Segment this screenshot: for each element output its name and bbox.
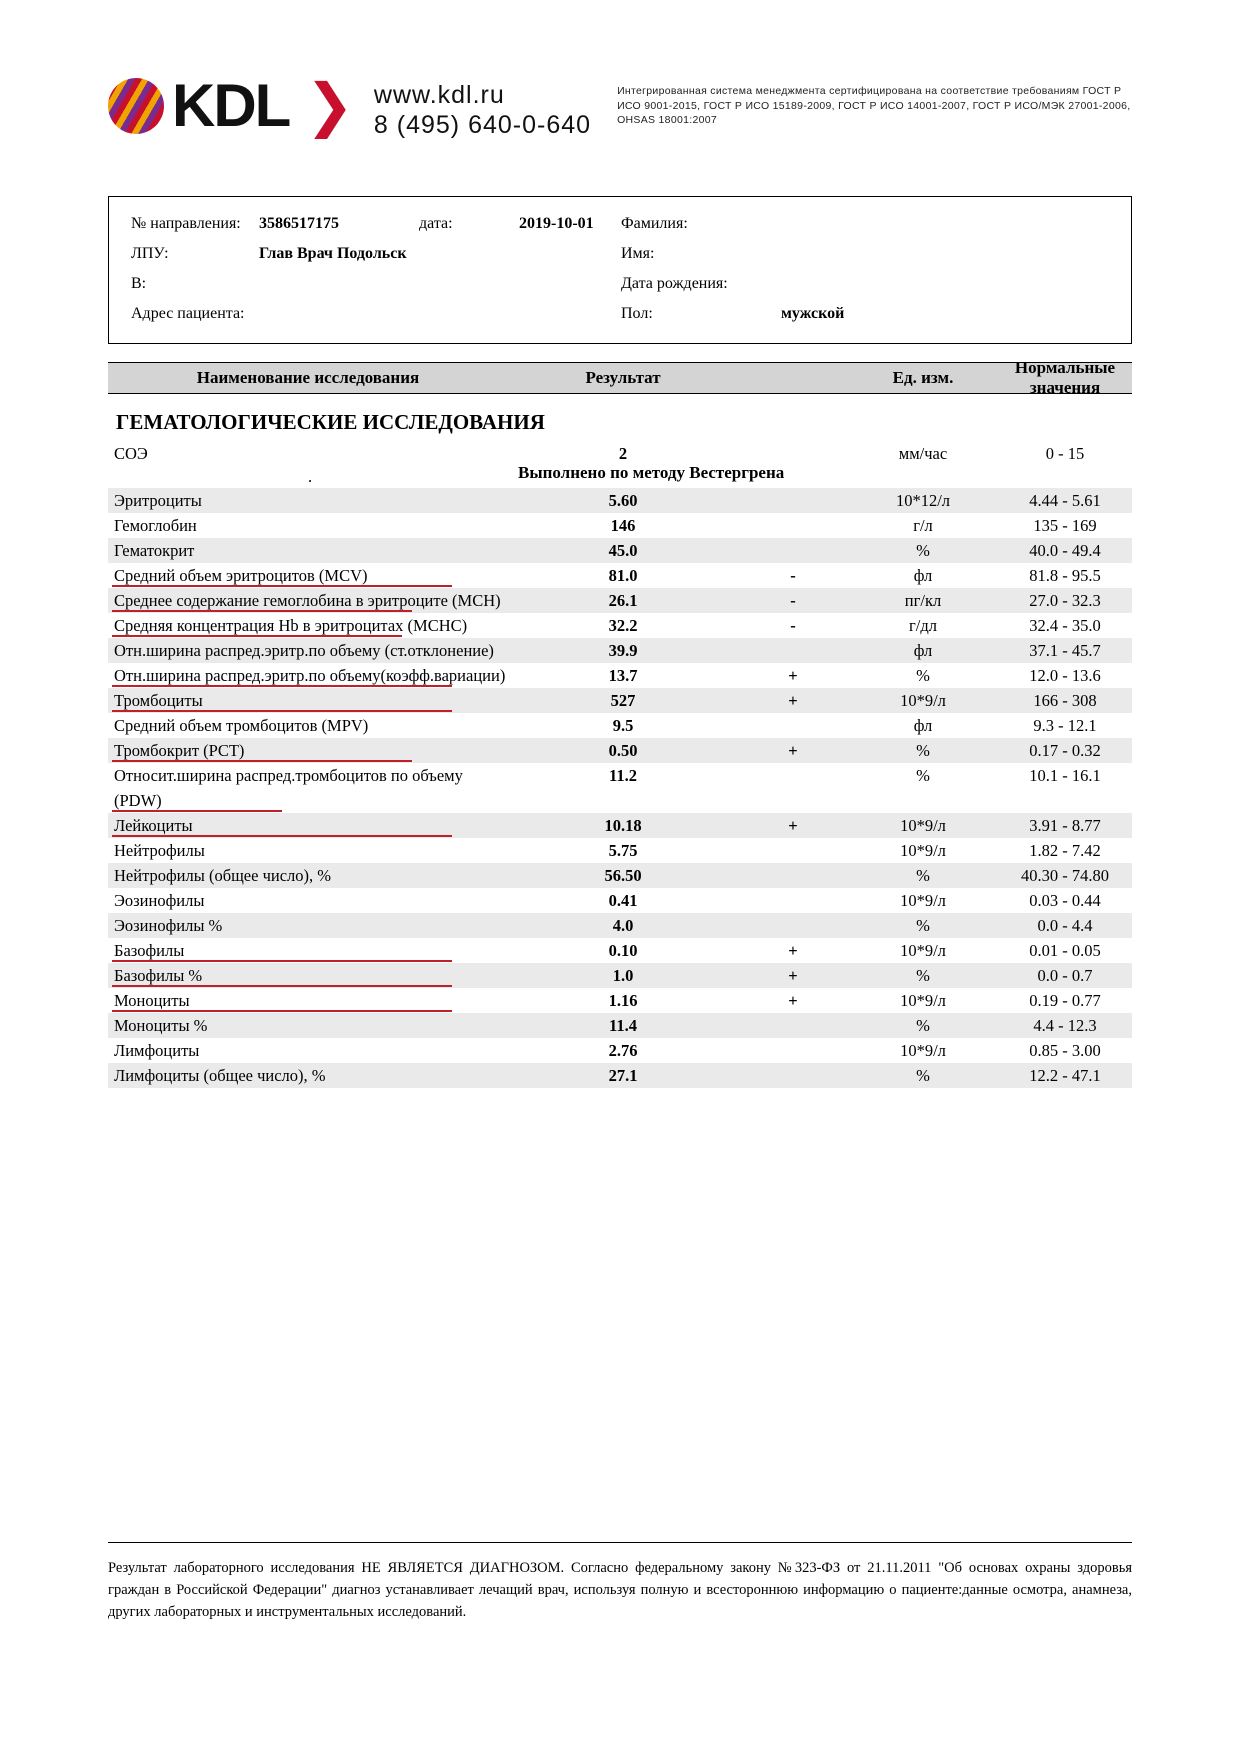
test-flag: + [788, 991, 798, 1010]
patient-row [131, 209, 1109, 239]
test-name: Средняя концентрация Hb в эритроцитах (MCHC) [108, 613, 508, 638]
address-value [259, 299, 599, 329]
test-name: Относит.ширина распред.тромбоцитов по объему (PDW) [108, 763, 508, 813]
test-unit: 10*9/л [900, 841, 946, 860]
test-unit: % [916, 541, 930, 560]
table-row [108, 1063, 1132, 1088]
test-reference-range: 0 - 15 [1045, 444, 1085, 463]
test-name: СОЭ [114, 444, 148, 463]
firstname-label: Имя: [621, 245, 655, 262]
test-reference-range: 81.8 - 95.5 [1029, 566, 1101, 585]
test-result: 27.1 [608, 1066, 638, 1085]
test-unit: фл [913, 716, 933, 735]
test-result: 45.0 [608, 541, 638, 560]
results-table-header [108, 358, 1132, 397]
patient-info-box [108, 196, 1132, 344]
test-reference-range: 32.4 - 35.0 [1029, 616, 1101, 635]
table-row [108, 738, 1132, 763]
table-row [108, 538, 1132, 563]
column-header-name: Наименование исследования [196, 368, 420, 387]
test-name: Отн.ширина распред.эритр.по объему(коэфф.вариации) [108, 663, 508, 688]
table-row [108, 813, 1132, 838]
test-name: Нейтрофилы [114, 841, 205, 860]
table-row [108, 613, 1132, 638]
test-unit: % [916, 916, 930, 935]
test-unit: % [916, 966, 930, 985]
referral-value: 3586517175 [259, 215, 339, 232]
test-result: 11.2 [609, 766, 637, 785]
test-result: 2.76 [608, 1041, 638, 1060]
test-unit: % [916, 666, 930, 685]
test-unit: 10*9/л [900, 891, 946, 910]
test-unit: фл [913, 641, 933, 660]
test-reference-range: 0.19 - 0.77 [1029, 991, 1101, 1010]
test-reference-range: 37.1 - 45.7 [1029, 641, 1101, 660]
sex-label: Пол: [621, 305, 653, 322]
test-reference-range: 3.91 - 8.77 [1029, 816, 1101, 835]
test-name: Лейкоциты [108, 813, 508, 838]
test-name: Эозинофилы % [114, 916, 223, 935]
test-name: Лимфоциты (общее число), % [114, 1066, 326, 1085]
results-table-body [108, 441, 1132, 1088]
table-row [108, 988, 1132, 1013]
test-unit: 10*9/л [900, 691, 946, 710]
test-flag: + [788, 816, 798, 835]
test-name: Тромбоциты [108, 688, 508, 713]
birthdate-label: Дата рождения: [621, 275, 728, 292]
test-name: Отн.ширина распред.эритр.по объему (ст.отклонение) [114, 641, 494, 660]
patient-row [131, 239, 1109, 269]
test-result: 5.75 [608, 841, 638, 860]
test-name: Моноциты [108, 988, 508, 1013]
test-name: Эритроциты [114, 491, 202, 510]
table-row [108, 938, 1132, 963]
table-row [108, 688, 1132, 713]
table-row [108, 663, 1132, 688]
test-reference-range: 1.82 - 7.42 [1029, 841, 1101, 860]
test-result: 9.5 [612, 716, 634, 735]
test-flag: + [788, 741, 798, 760]
in-value [259, 269, 599, 299]
test-unit: % [916, 1066, 930, 1085]
test-flag: + [788, 941, 798, 960]
in-label: В: [131, 275, 147, 292]
table-row [108, 563, 1132, 588]
method-note-text: Выполнено по методу Вестергрена [518, 463, 785, 482]
test-name: Моноциты % [114, 1016, 208, 1035]
test-result: 0.41 [608, 891, 638, 910]
test-result: 13.7 [608, 666, 638, 685]
brand-contact [374, 78, 591, 140]
table-row [108, 1038, 1132, 1063]
test-name: Лимфоциты [114, 1041, 200, 1060]
table-row [108, 838, 1132, 863]
test-reference-range: 12.0 - 13.6 [1029, 666, 1101, 685]
table-row [108, 588, 1132, 613]
test-unit: 10*9/л [900, 816, 946, 835]
test-reference-range: 4.44 - 5.61 [1029, 491, 1101, 510]
legal-disclaimer: Результат лабораторного исследования НЕ ЯВЛЯЕТСЯ ДИАГНОЗОМ. Согласно федеральному закону №323-ФЗ от 21.11.2011 "Об основах охраны здоровья граждан в Российской Федерации" диагноз устанавливает лечащий врач, используя полную и всестороннюю информацию о пациенте:данные осмотра, анамнеза, других лабораторных и инструментальных исследований. [108, 1542, 1132, 1623]
test-name: Базофилы % [108, 963, 508, 988]
patient-row [131, 269, 1109, 299]
clinic-value: Глав Врач Подольск [259, 245, 407, 262]
test-reference-range: 40.30 - 74.80 [1021, 866, 1109, 885]
test-unit: % [916, 741, 930, 760]
test-reference-range: 0.0 - 0.7 [1037, 966, 1093, 985]
test-result: 527 [610, 691, 636, 710]
test-unit: мм/час [898, 444, 948, 463]
table-row [108, 913, 1132, 938]
clinic-label: ЛПУ: [131, 245, 169, 262]
table-row [108, 441, 1132, 466]
table-row [108, 488, 1132, 513]
test-reference-range: 4.4 - 12.3 [1033, 1016, 1097, 1035]
test-name: Средний объем эритроцитов (MCV) [108, 563, 508, 588]
date-label: дата: [419, 215, 453, 232]
test-result: 2 [618, 444, 628, 463]
column-header-result: Результат [585, 368, 661, 387]
test-name: Базофилы [108, 938, 508, 963]
column-header-norm: Нормальные значения [1014, 358, 1116, 397]
test-name: Нейтрофилы (общее число), % [114, 866, 331, 885]
test-flag: - [790, 566, 796, 585]
test-result: 1.0 [612, 966, 634, 985]
test-unit: % [916, 766, 930, 785]
test-name: Тромбокрит (PCT) [108, 738, 508, 763]
test-unit: % [916, 1016, 930, 1035]
report-header [108, 0, 1132, 174]
test-unit: 10*9/л [900, 941, 946, 960]
test-reference-range: 0.03 - 0.44 [1029, 891, 1101, 910]
test-unit: г/дл [909, 616, 937, 635]
test-reference-range: 10.1 - 16.1 [1029, 766, 1101, 785]
table-row [108, 638, 1132, 663]
test-unit: пг/кл [904, 591, 942, 610]
test-unit: 10*9/л [900, 1041, 946, 1060]
test-reference-range: 166 - 308 [1033, 691, 1097, 710]
table-row [108, 863, 1132, 888]
test-result: 10.18 [604, 816, 642, 835]
test-result: 26.1 [608, 591, 638, 610]
test-result: 0.50 [608, 741, 638, 760]
surname-label: Фамилия: [621, 215, 688, 232]
table-row [108, 713, 1132, 738]
test-name: Среднее содержание гемоглобина в эритроците (MCH) [108, 588, 508, 613]
test-flag: + [788, 966, 798, 985]
test-unit: 10*12/л [895, 491, 951, 510]
test-name: Средний объем тромбоцитов (MPV) [114, 716, 369, 735]
test-reference-range: 0.17 - 0.32 [1029, 741, 1101, 760]
date-value: 2019-10-01 [519, 215, 594, 232]
test-flag: - [790, 616, 796, 635]
table-row [108, 763, 1132, 813]
method-note-dot: . [308, 467, 313, 486]
sex-value: мужской [781, 305, 845, 322]
column-header-unit: Ед. изм. [892, 368, 954, 387]
test-name: Гемоглобин [114, 516, 197, 535]
test-unit: 10*9/л [900, 991, 946, 1010]
patient-row [131, 299, 1109, 329]
test-flag: - [790, 591, 796, 610]
test-result: 0.10 [608, 941, 638, 960]
test-reference-range: 0.85 - 3.00 [1029, 1041, 1101, 1060]
brand-logo [108, 72, 374, 139]
test-result: 5.60 [608, 491, 638, 510]
referral-label: № направления: [131, 215, 241, 232]
table-row [108, 888, 1132, 913]
surname-value [781, 209, 941, 239]
address-label: Адрес пациента: [131, 305, 245, 322]
test-result: 39.9 [608, 641, 638, 660]
test-result: 81.0 [608, 566, 638, 585]
table-row [108, 513, 1132, 538]
table-row [108, 963, 1132, 988]
brand-website: www.kdl.ru [373, 81, 505, 109]
brand-phone: 8 (495) 640-0-640 [373, 111, 592, 139]
test-reference-range: 27.0 - 32.3 [1029, 591, 1101, 610]
test-reference-range: 0.01 - 0.05 [1029, 941, 1101, 960]
test-flag: + [788, 666, 798, 685]
test-unit: фл [913, 566, 933, 585]
test-reference-range: 135 - 169 [1033, 516, 1097, 535]
test-reference-range: 0.0 - 4.4 [1037, 916, 1093, 935]
certification-text: Интегрированная система менеджмента сертифицирована на соответствие требованиям ГОСТ Р ИСО 9001-2015, ГОСТ Р ИСО 15189-2009, ГОСТ Р ИСО 14001-2007, ГОСТ Р ИСО/МЭК 27001-2006, OHSAS 18001:2007 [617, 85, 1131, 126]
test-result: 56.50 [604, 866, 642, 885]
test-reference-range: 12.2 - 47.1 [1029, 1066, 1101, 1085]
test-name: Эозинофилы [114, 891, 205, 910]
birthdate-value [781, 269, 941, 299]
table-row [108, 1013, 1132, 1038]
firstname-value [781, 239, 941, 269]
section-title: ГЕМАТОЛОГИЧЕСКИЕ ИССЛЕДОВАНИЯ [116, 410, 545, 434]
chevron-right-icon: ❯ [305, 73, 354, 138]
brand-name: KDL [172, 72, 290, 139]
test-unit: г/л [913, 516, 933, 535]
kdl-logo-icon [108, 78, 164, 134]
test-result: 11.4 [609, 1016, 637, 1035]
test-result: 4.0 [612, 916, 634, 935]
test-result: 32.2 [608, 616, 638, 635]
test-unit: % [916, 866, 930, 885]
test-result: 146 [610, 516, 636, 535]
test-flag: + [788, 691, 798, 710]
test-reference-range: 40.0 - 49.4 [1029, 541, 1101, 560]
test-reference-range: 9.3 - 12.1 [1033, 716, 1097, 735]
test-name: Гематокрит [114, 541, 195, 560]
method-note [108, 463, 1132, 488]
test-result: 1.16 [608, 991, 638, 1010]
